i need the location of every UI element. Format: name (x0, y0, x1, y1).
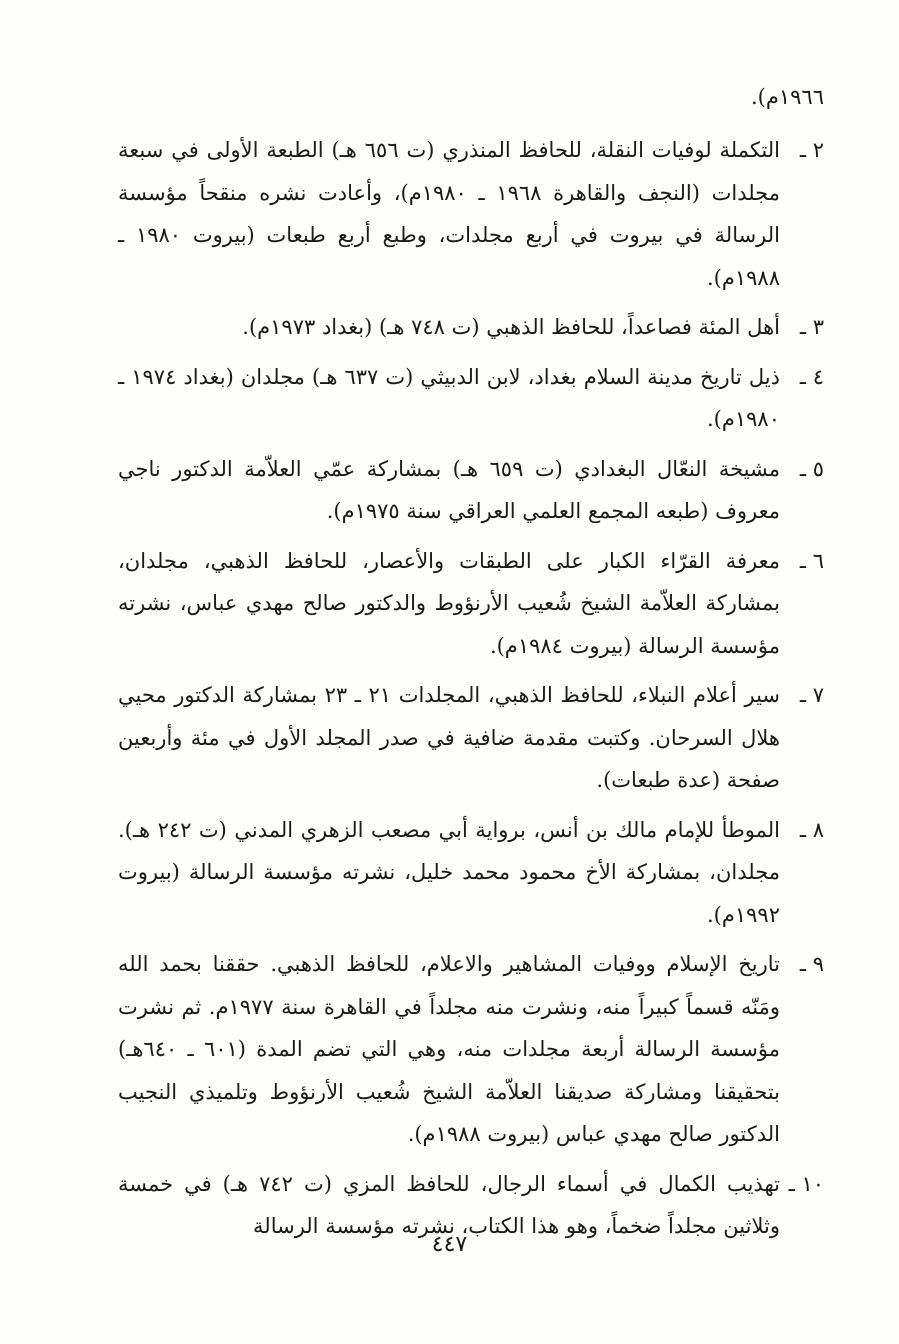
list-item (118, 809, 824, 937)
list-item (118, 674, 824, 802)
item-number: ٢ ـ (799, 138, 824, 162)
item-number: ٣ ـ (799, 315, 824, 339)
list-item (118, 943, 824, 1156)
list-item (118, 306, 824, 349)
item-text: ذيل تاريخ مدينة السلام بغداد، لابن الدبيثي (ت ٦٣٧ هـ) مجلدان (بغداد ١٩٧٤ ـ ١٩٨٠م). (118, 364, 780, 431)
item-text: تهذيب الكمال في أسماء الرجال، للحافظ المزي (ت ٧٤٢ هـ) في خمسة وثلاثين مجلداً ضخماً، وهو هذا الكتاب، نشرته مؤسسة الرسالة (118, 1171, 780, 1238)
item-text: معرفة القرّاء الكبار على الطبقات والأعصار، للحافظ الذهبي، مجلدان، بمشاركة العلاّمة الشيخ شُعيب الأرنؤوط والدكتور صالح مهدي عباس، نشرته مؤسسة الرسالة (بيروت ١٩٨٤م). (118, 548, 780, 658)
page-content (118, 72, 824, 1248)
continued-text: ١٩٦٦م). (751, 85, 824, 109)
item-number: ٦ ـ (799, 548, 824, 573)
item-number: ٧ ـ (799, 683, 824, 707)
item-text: التكملة لوفيات النقلة، للحافظ المنذري (ت ٦٥٦ هـ) الطبعة الأولى في سبعة مجلدات (النجف والقاهرة ١٩٦٨ ـ ١٩٨٠م)، وأعادت نشره منقحاً مؤسسة الرسالة في بيروت في أربع مجلدات، وطبع أربع طبعات (بيروت ١٩٨٠ ـ ١٩٨٨م). (118, 138, 781, 290)
list-item (118, 448, 824, 533)
list-item (118, 129, 824, 299)
item-number: ٩ ـ (799, 952, 824, 976)
item-text: الموطأ للإمام مالك بن أنس، برواية أبي مصعب الزهري المدني (ت ٢٤٢ هـ). مجلدان، بمشاركة الأخ محمود محمد خليل، نشرته مؤسسة الرسالة (بيروت ١٩٩٢م). (118, 817, 780, 927)
page-number: ٤٤٧ (431, 1232, 468, 1257)
item-text: سير أعلام النبلاء، للحافظ الذهبي، المجلدات ٢١ ـ ٢٣ بمشاركة الدكتور محيي هلال السرحان. وكتبت مقدمة ضافية في صدر المجلد الأول في مئة وأربعين صفحة (عدة طبعات). (118, 683, 781, 792)
item-text: تاريخ الإسلام ووفيات المشاهير والاعلام، للحافظ الذهبي. حققنا بحمد الله ومَنّه قسماً كبيراً منه، ونشرت منه مجلداً في القاهرة سنة ١٩٧٧م. ثم نشرت مؤسسة الرسالة أربعة مجلدات منه، وهي التي تضم المدة (٦٠١ ـ ٦٤٠هـ) بتحقيقنا ومشاركة صديقنا العلاّمة الشيخ شُعيب الأرنؤوط وتلميذي النجيب الدكتور صالح مهدي عباس (بيروت ١٩٨٨م). (118, 952, 780, 1146)
item-number: ٥ ـ (799, 456, 824, 481)
item-text: أهل المئة فصاعداً، للحافظ الذهبي (ت ٧٤٨ هـ) (بغداد ١٩٧٣م). (242, 315, 780, 339)
item-number: ٤ ـ (799, 364, 824, 389)
item-text: مشيخة النعّال البغدادي (ت ٦٥٩ هـ) بمشاركة عمّي العلاّمة الدكتور ناجي معروف (طبعه المجمع العلمي العراقي سنة ١٩٧٥م). (118, 456, 780, 523)
list-item (118, 540, 824, 668)
item-number: ٨ ـ (799, 817, 824, 842)
item-number: ١٠ ـ (788, 1171, 824, 1196)
list-item (118, 356, 824, 441)
